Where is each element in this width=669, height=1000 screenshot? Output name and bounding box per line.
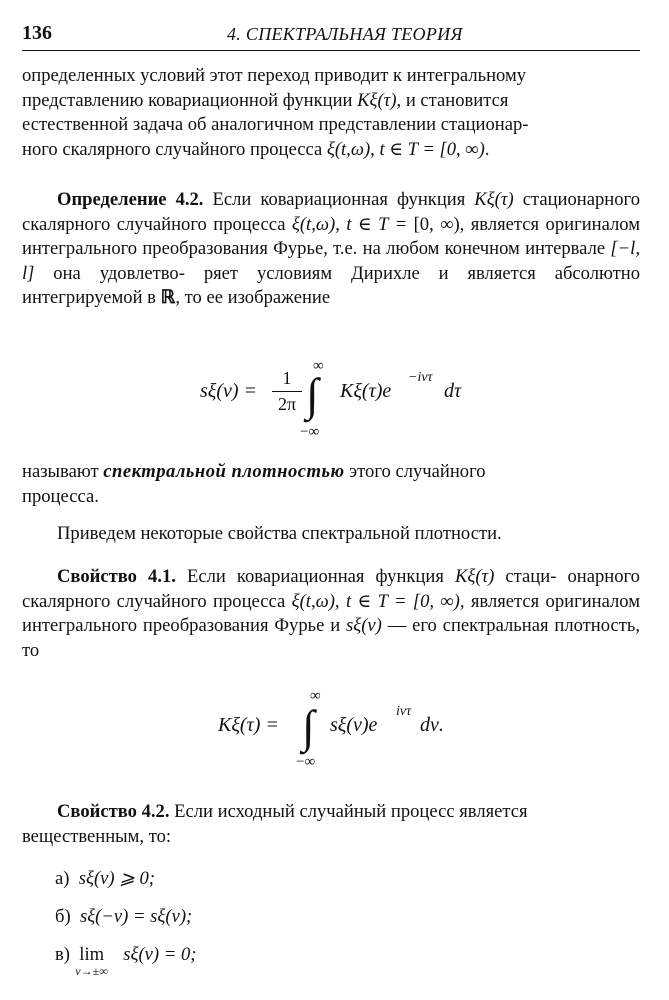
- list-item: а) sξ(ν) ⩾ 0;: [55, 868, 155, 889]
- lead-sentence: Приведем некоторые свойства спектральной плотности.: [57, 523, 502, 544]
- definition-label: Определение 4.2.: [57, 189, 204, 210]
- list-item: б) sξ(−ν) = sξ(ν);: [55, 906, 193, 927]
- property-4-1-label: Свойство 4.1.: [57, 566, 176, 587]
- property-4-1: Свойство 4.1. Если ковариационная функция Kξ(τ) стаци- онарного скалярного случайного процесса ξ(t,ω), t ∈ T = [0, ∞), является оригиналом интегрального преобразования Фурье и sξ(ν) — его спектральная плотность, то: [22, 566, 641, 661]
- definition-conclusion: называют спектральной плотностью этого случайного процесса.: [22, 461, 486, 507]
- definition-4-2: Определение 4.2. Если ковариационная функция Kξ(τ) стационарного скалярного случайного процесса ξ(t,ω), t ∈ T = [0, ∞), является оригиналом интегрального преобразования Фурье, т.е. на любом конечном интервале [−l, l] она удовлетво- ряет условиям Дирихле и является абсолютно интегрируемой в ℝ, то ее изображение: [22, 189, 641, 309]
- intro-paragraph: определенных условий этот переход приводит к интегральному представлению ковариационной функции Kξ(τ), и становится естественной задача об аналогичном представлении стационар- ного скалярного случайного процесса ξ(t,ω), t ∈ T = [0, ∞).: [22, 65, 529, 160]
- page-header: [22, 22, 640, 51]
- book-page: 136 4. СПЕКТРАЛЬНАЯ ТЕОРИЯ определенных условий этот переход приводит к интегральному представлению ковариационной функции Kξ(τ), и становится естественной задача об аналогичном представлении стационар- ного скалярного случайного процесса ξ(t,ω), t ∈ T = [0, ∞). Определение 4.2. Если ковариационная функция Kξ(τ) стационарного скалярного случайного процесса ξ(t,ω), t ∈ T = [0, ∞), является оригиналом интегрального преобразования Фурье, т.е. на любом конечном интервале [−l, l] она удовлетво- ряет условиям Дирихле и является абсолютно интегрируемой в ℝ, то ее изображение sξ(ν) = 1 2π ∞ ∫ −∞ Kξ(τ)e −iντ dτ называют спектральной плотностью этого случайного процесса. Приведем некоторые свойства спектральной плотности. Свойство 4.1. Если ковариационная функция Kξ(τ) стаци- онарного скалярного случайного процесса ξ(t,ω), t ∈ T = [0, ∞), является оригиналом интегрального преобразования Фурье и sξ(ν) — его спектральная плотность, то Kξ(τ) = ∞ ∫ −∞ sξ(ν)e iντ dν. Свойство 4.2. Если исходный случайный процесс является вещественным, то: а) sξ(ν) ⩾ 0; б) sξ(−ν) = sξ(ν); в) lim ν→±∞ sξ(ν) = 0;: [22, 22, 641, 978]
- defined-term: спектральной плотностью: [103, 461, 345, 482]
- property-4-2: Свойство 4.2. Если исходный случайный процесс является вещественным, то:: [22, 801, 528, 847]
- running-title: 4. СПЕКТРАЛЬНАЯ ТЕОРИЯ: [227, 24, 463, 44]
- property-4-2-label: Свойство 4.2.: [57, 801, 170, 822]
- page-number: 136: [22, 22, 52, 44]
- list-item: в) lim ν→±∞ sξ(ν) = 0;: [55, 944, 197, 978]
